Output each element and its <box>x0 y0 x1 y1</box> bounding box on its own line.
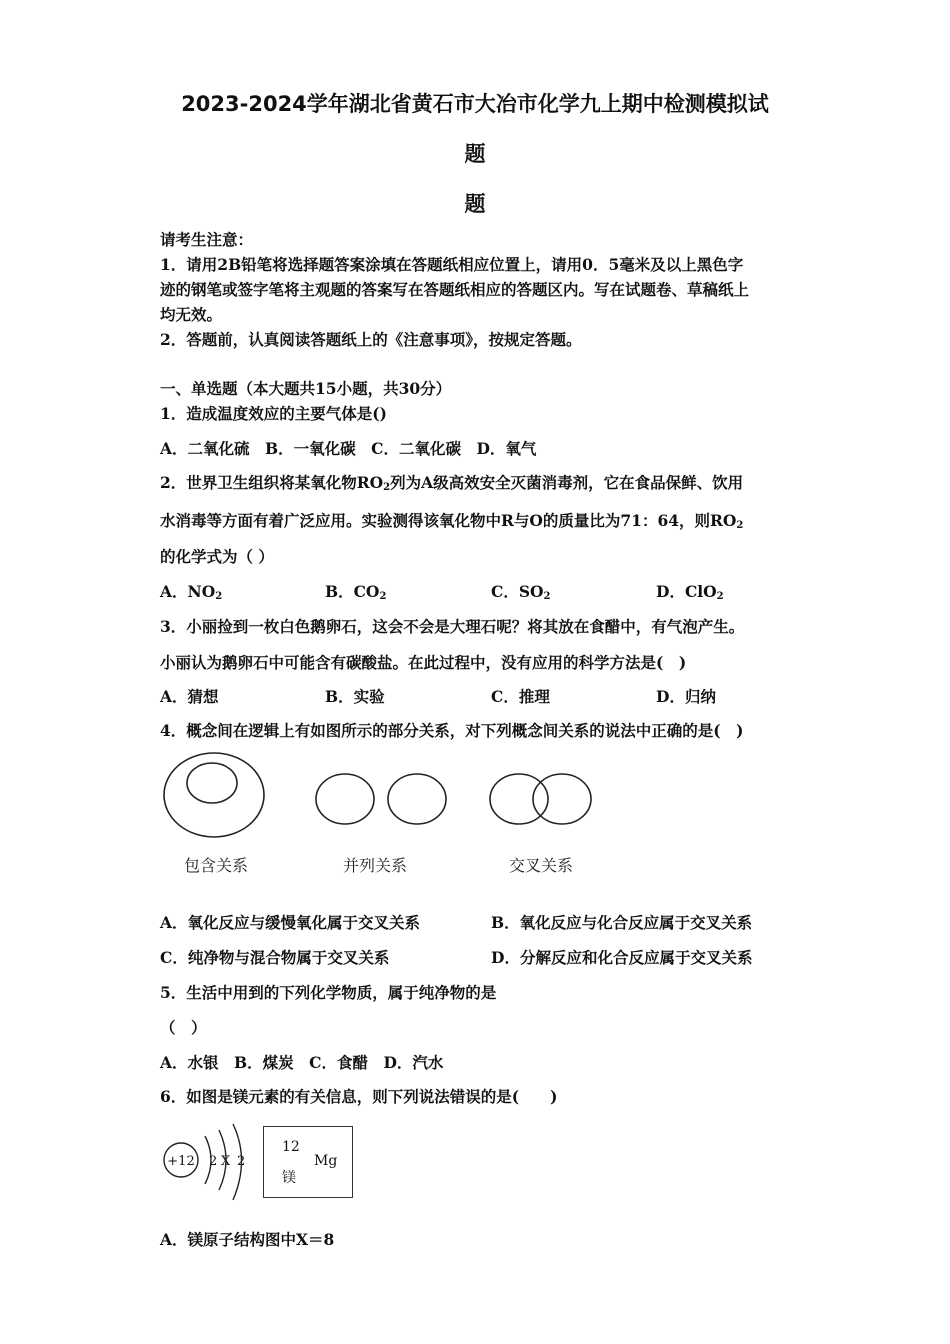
label-intersect: 交叉关系 <box>509 856 574 875</box>
q2-line-2: 水消毒等方面有着广泛应用。实验测得该氧化物中R与O的质量比为71：64，则$RO_2$ <box>160 511 744 531</box>
mg-atom-structure-diagram <box>155 1118 255 1208</box>
q3-option-a: A．猜想 <box>160 687 219 706</box>
title-line-2: 题 <box>464 142 486 166</box>
q4-option-b: B．氧化反应与化合反应属于交叉关系 <box>491 913 753 932</box>
q5-stem: 5．生活中用到的下列化学物质，属于纯净物的是 <box>160 983 497 1002</box>
q2-line-1: 2．世界卫生组织将某氧化物$RO_2$列为A级高效安全灭菌消毒剂，它在食品保鲜、饮用 <box>160 473 744 493</box>
label-containment: 包含关系 <box>184 856 249 875</box>
mg-chinese-name: 镁 <box>282 1170 296 1186</box>
q3-option-c: C．推理 <box>491 687 550 706</box>
q5-options: A．水银 B．煤炭 C．食醋 D．汽水 <box>160 1053 444 1072</box>
mg-element-card <box>263 1126 353 1198</box>
q3-line-2: 小丽认为鹅卵石中可能含有碳酸盐。在此过程中，没有应用的科学方法是( ) <box>160 653 687 672</box>
q2-line-3: 的化学式为（ ） <box>160 547 274 566</box>
notice-line-4: 2．答题前，认真阅读答题纸上的《注意事项》，按规定答题。 <box>160 330 582 349</box>
notice-line-1: 1．请用2B铅笔将选择题答案涂填在答题纸相应位置上，请用0．5毫米及以上黑色字 <box>160 255 744 274</box>
intersect-left-circle <box>490 774 548 824</box>
q3-line-1: 3．小丽捡到一枚白色鹅卵石，这会不会是大理石呢？将其放在食醋中，有气泡产生。 <box>160 617 745 636</box>
q6-option-a: A．镁原子结构图中X＝8 <box>160 1230 335 1249</box>
shell-1-electrons: 2 <box>209 1154 218 1169</box>
q3-option-b: B．实验 <box>325 687 385 706</box>
notice-heading: 请考生注意： <box>160 230 254 249</box>
parallel-right-circle <box>388 774 446 824</box>
q5-paren: （ ） <box>160 1018 207 1037</box>
shell-2-electrons: X <box>221 1154 231 1169</box>
title-line-3: 题 <box>464 192 486 216</box>
q1-options: A．二氧化硫 B．一氧化碳 C．二氧化碳 D．氧气 <box>160 439 537 458</box>
parallel-left-circle <box>316 774 374 824</box>
shell-3-electrons: 2 <box>237 1154 246 1169</box>
q6-stem: 6．如图是镁元素的有关信息，则下列说法错误的是( ) <box>160 1087 558 1106</box>
q2-option-c: C．$SO_2$ <box>491 582 551 602</box>
nucleus-charge: +12 <box>167 1154 195 1169</box>
notice-line-2: 迹的钢笔或签字笔将主观题的答案写在答题纸相应的答题区内。写在试题卷、草稿纸上 <box>160 280 750 299</box>
containment-inner-circle <box>187 763 237 803</box>
q4-stem: 4．概念间在逻辑上有如图所示的部分关系，对下列概念间关系的说法中正确的是( ) <box>160 721 744 740</box>
notice-line-3: 均无效。 <box>160 305 223 324</box>
q4-option-d: D．分解反应和化合反应属于交叉关系 <box>491 948 753 967</box>
mg-symbol: Mg <box>314 1153 338 1169</box>
q3-option-d: D．归纳 <box>656 687 716 706</box>
title-line-1: 2023-2024学年湖北省黄石市大冶市化学九上期中检测模拟试 <box>181 92 769 116</box>
q2-option-b: B．$CO_2$ <box>325 582 387 602</box>
section-heading: 一、单选题（本大题共15小题，共30分） <box>160 379 452 398</box>
q2-option-a: A．$NO_2$ <box>160 582 223 602</box>
q1-stem: 1．造成温度效应的主要气体是() <box>160 404 387 423</box>
intersect-right-circle <box>533 774 591 824</box>
mg-atomic-number: 12 <box>282 1139 300 1155</box>
containment-outer-circle <box>164 753 264 837</box>
label-parallel: 并列关系 <box>343 856 408 875</box>
q2-option-d: D．ClO$_2$ <box>656 582 724 602</box>
q4-option-a: A．氧化反应与缓慢氧化属于交叉关系 <box>160 913 421 932</box>
q4-option-c: C．纯净物与混合物属于交叉关系 <box>160 948 390 967</box>
